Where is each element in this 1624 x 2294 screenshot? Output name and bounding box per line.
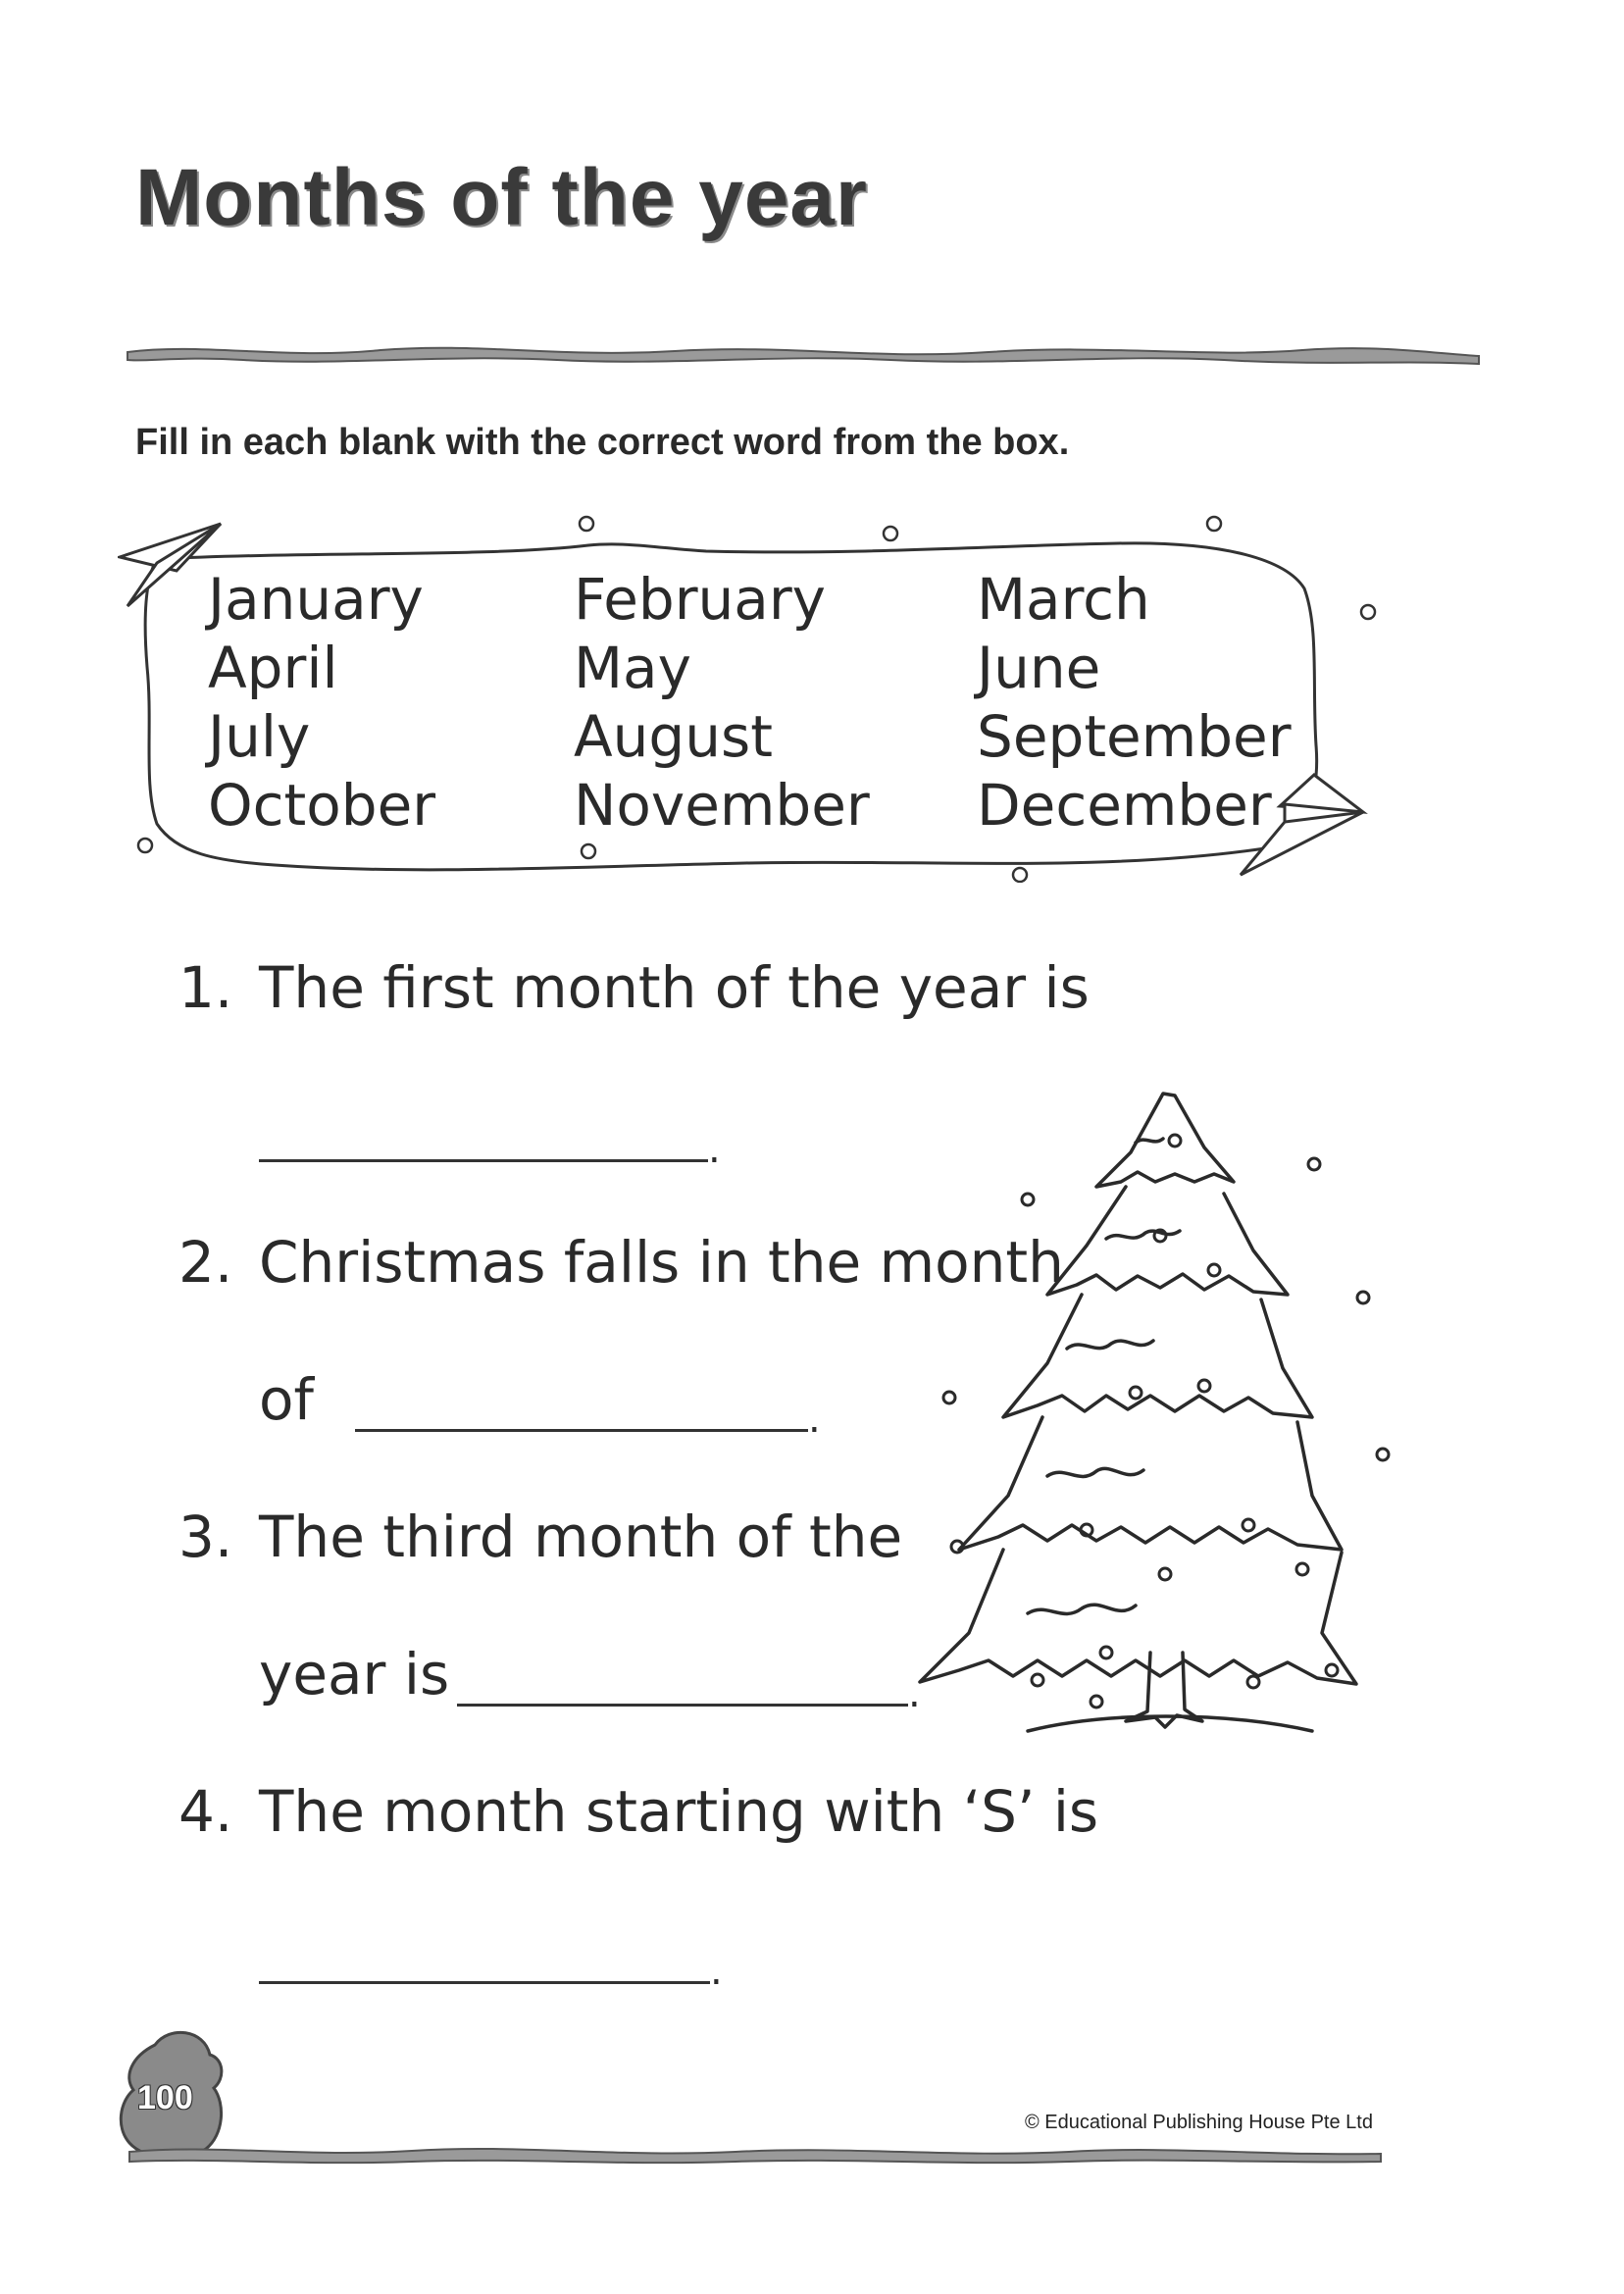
word-option: August	[574, 703, 773, 770]
word-option: April	[208, 635, 338, 701]
top-divider	[126, 338, 1481, 368]
answer-blank[interactable]	[259, 1949, 723, 1994]
word-option: March	[977, 566, 1150, 633]
question-text: The first month of the year is	[259, 954, 1090, 1021]
question-text: The month starting with ‘S’ is	[259, 1778, 1099, 1845]
copyright-notice: © Educational Publishing House Pte Ltd	[1025, 2112, 1373, 2133]
question-number: 3.	[178, 1504, 233, 1570]
word-option: February	[574, 566, 827, 633]
blank-period: .	[908, 1671, 921, 1716]
answer-blank[interactable]	[355, 1397, 821, 1442]
blank-period: .	[808, 1397, 821, 1442]
question-text: Christmas falls in the month	[259, 1229, 1064, 1296]
paper-plane-icon	[120, 524, 221, 606]
bottom-divider	[127, 2138, 1383, 2167]
question-text-continuation: year is	[259, 1641, 450, 1708]
question-number: 1.	[178, 954, 233, 1021]
word-option: June	[977, 635, 1101, 701]
word-option: July	[208, 703, 311, 770]
question-number: 4.	[178, 1778, 233, 1845]
word-option: January	[208, 566, 424, 633]
blank-period: .	[708, 1127, 721, 1172]
christmas-tree-icon	[910, 1084, 1420, 1790]
page-number: 100	[137, 2079, 193, 2116]
question-text-continuation: of	[259, 1366, 314, 1433]
word-option: December	[977, 772, 1272, 839]
question-text: The third month of the	[259, 1504, 903, 1570]
word-option: October	[208, 772, 436, 839]
answer-blank[interactable]	[259, 1127, 721, 1172]
page-title: Months of the year	[135, 153, 868, 242]
question-number: 2.	[178, 1229, 233, 1296]
word-option: September	[977, 703, 1292, 770]
word-option: May	[574, 635, 691, 701]
word-option: November	[574, 772, 870, 839]
instruction-text: Fill in each blank with the correct word from the box.	[135, 422, 1070, 463]
answer-blank[interactable]	[457, 1671, 921, 1716]
blank-period: .	[710, 1949, 723, 1994]
